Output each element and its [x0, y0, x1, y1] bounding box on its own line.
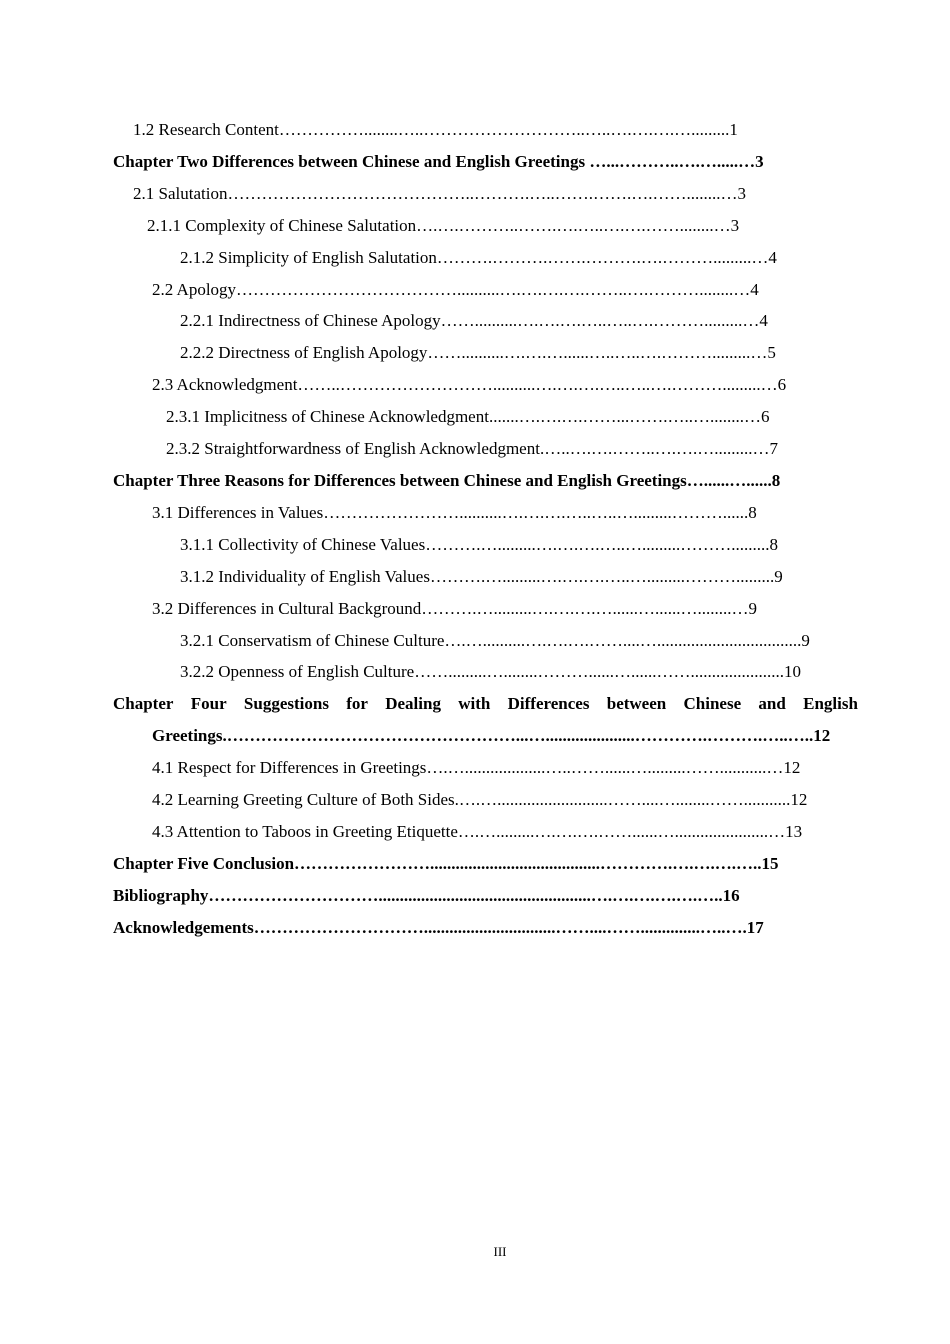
toc-chapter-four-word: Four [190, 694, 227, 713]
toc-chapter-four-word: Chapter [113, 694, 174, 713]
toc-entry-2-3-2: 2.3.2 Straightforwardness of English Acknowledgment.…..….….……..….….….........…7 [166, 439, 778, 458]
toc-chapter-four-word: English [803, 694, 858, 713]
toc-chapter-five: Chapter Five Conclusion……………………........................................………….….….….…..15 [113, 854, 779, 873]
toc-chapter-four-line1 [113, 694, 858, 714]
toc-chapter-four-word: Suggestions [243, 694, 329, 713]
toc-chapter-four-word: with [458, 694, 491, 713]
toc-entry-2-1: 2.1 Salutation……………………………………..……….…..…….…….….……........…3 [133, 184, 746, 203]
toc-chapter-four-word: between [606, 694, 667, 713]
toc-chapter-four-word: Chinese [683, 694, 742, 713]
toc-entry-3-2: 3.2 Differences in Cultural Background……….….........….….….…......…......…........…9 [152, 599, 758, 618]
toc-entry-2-1-1: 2.1.1 Complexity of Chinese Salutation….….………..…….….…..….….……........…3 [147, 216, 740, 235]
page-number: III [493, 1244, 507, 1259]
toc-chapter-four-word: and [758, 694, 786, 713]
toc-chapter-two: Chapter Two Differences between Chinese and English Greetings …...………..….….....…3 [113, 152, 764, 171]
toc-acknowledgements: Acknowledgements…………………………...............................……....……..............…..….17 [113, 918, 764, 937]
toc-chapter-four-word: Differences [507, 694, 590, 713]
toc-entry-3-1: 3.1 Differences in Values……………………..........….….….…..…..….........………......8 [152, 503, 757, 522]
toc-entry-4-3: 4.3 Attention to Taboos in Greeting Etiquette….….........….….….……......…......................…13 [152, 822, 803, 841]
toc-entry-2-2-2: 2.2.2 Directness of English Apology……..........….….…......…..…..….……….........…5 [180, 343, 776, 362]
toc-entry-3-1-1: 3.1.1 Collectivity of Chinese Values……….….........….….….…..….........……….........8 [180, 535, 778, 554]
toc-entry-3-1-2: 3.1.2 Individuality of English Values……….….........….….….…..….........……….........9 [180, 567, 783, 586]
toc-chapter-four-word: Dealing [385, 694, 441, 713]
toc-entry-2-3-1: 2.3.1 Implicitness of Chinese Acknowledgment.......….….….……...…….…..…........…6 [166, 407, 770, 426]
toc-bibliography: Bibliography…………………………..................................................….….….….….…..16 [113, 886, 740, 905]
toc-entry-4-2: 4.2 Learning Greeting Culture of Both Sides.….…..........................……....…........……...........12 [152, 790, 808, 809]
toc-entry-2-1-2: 2.1.2 Simplicity of English Salutation……….……….…….……….….……….........…4 [180, 248, 777, 267]
toc-entry-3-2-1: 3.2.1 Conservatism of Chinese Culture….…..........….….….……....…..................................9 [180, 631, 810, 650]
toc-entry-2-3: 2.3 Acknowledgment……..………………………..........….….….…..…..….……….........…6 [152, 375, 787, 394]
toc-entry-2-2-1: 2.2.1 Indirectness of Chinese Apology……..........….….….…..…..….……….........…4 [180, 311, 768, 330]
toc-entry-4-1: 4.1 Respect for Differences in Greetings….…...................…..……......….........……...........…12 [152, 758, 801, 777]
toc-entry-1-2: 1.2 Research Content……………........…..………………………..…..….….….….........1 [133, 120, 738, 139]
toc-entry-2-2: 2.2 Apology…………………………………..........….….….….……..….………........…4 [152, 280, 759, 299]
toc-chapter-three: Chapter Three Reasons for Differences between Chinese and English Greetings…......…......8 [113, 471, 781, 490]
toc-chapter-four-word: for [346, 694, 368, 713]
toc-chapter-four-line2: Greetings.……………………………………………...….....................………….……….…..…..12 [152, 726, 831, 745]
toc-entry-3-2-2: 3.2.2 Openness of English Culture…….........…........………......…......……......................10 [180, 662, 801, 681]
